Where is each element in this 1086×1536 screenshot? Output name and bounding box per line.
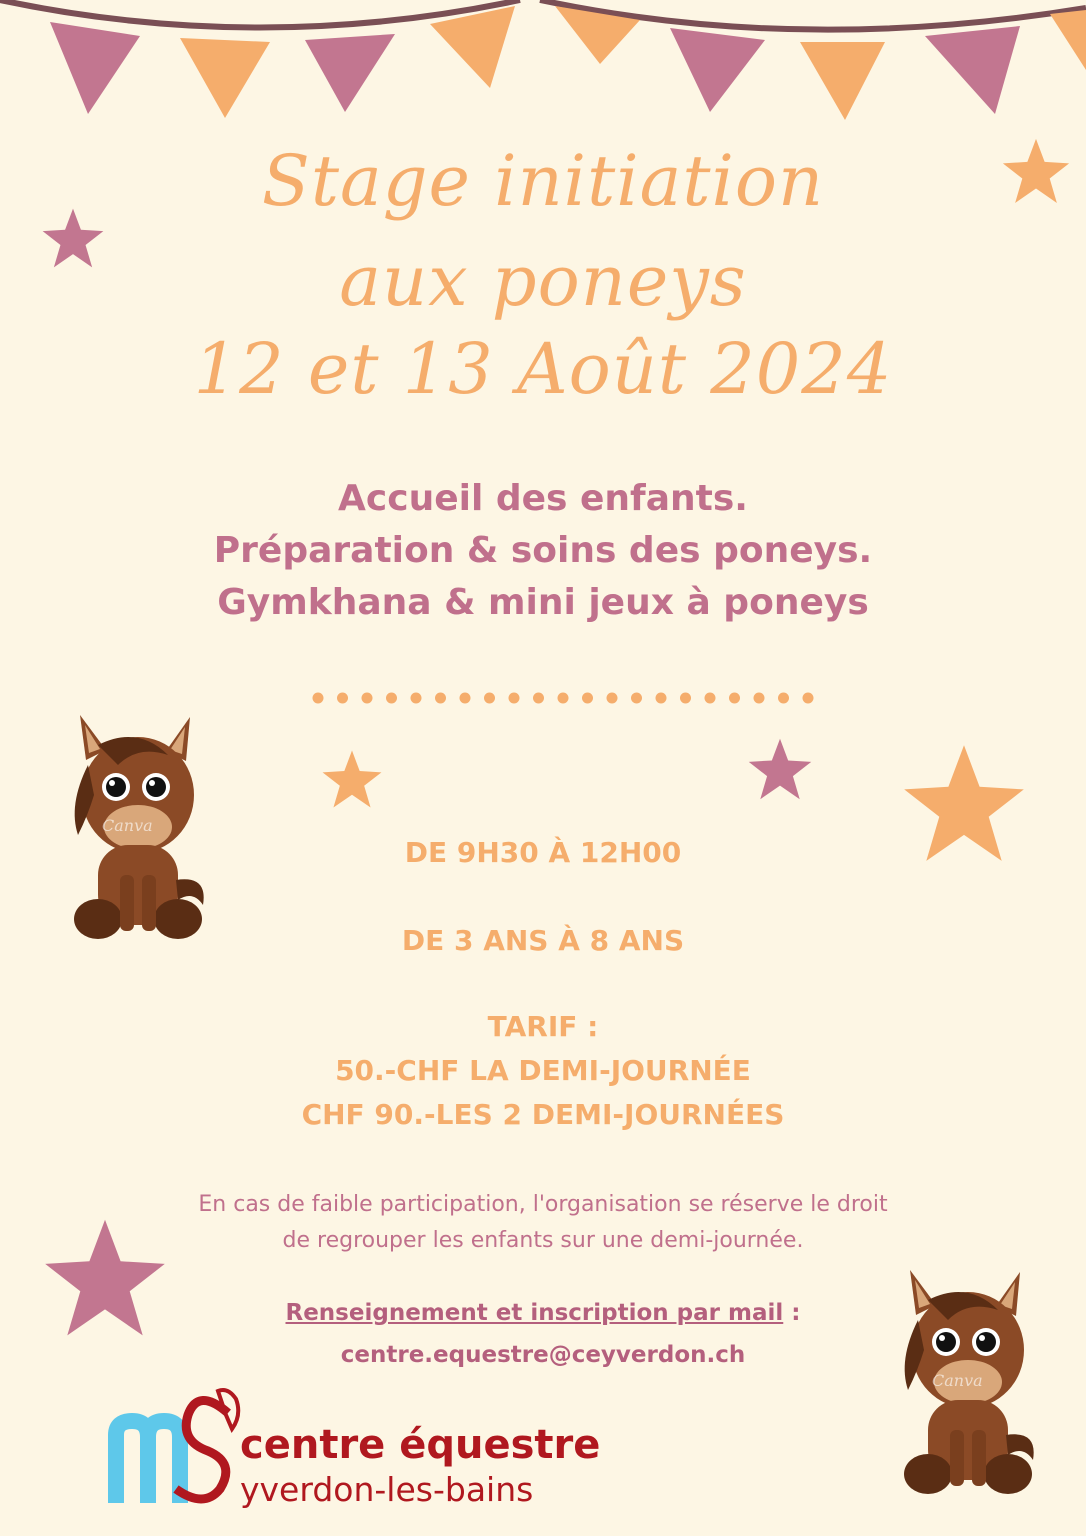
separator-dot [435, 693, 446, 704]
bunting-flag [305, 34, 395, 112]
ages-text: DE 3 ANS À 8 ANS [401, 924, 685, 957]
watermark-text: Canva [102, 816, 153, 835]
hours-text: DE 9H30 À 12H00 [404, 836, 682, 869]
separator-dot [313, 693, 324, 704]
title-line-1: Stage initiation [261, 140, 825, 222]
activity-line-3: Gymkhana & mini jeux à poneys [217, 582, 869, 623]
separator-dot [705, 693, 716, 704]
separator-dot [582, 693, 593, 704]
separator-dot [484, 693, 495, 704]
bunting-flag [180, 38, 270, 118]
pony-cartoon [58, 705, 218, 945]
dotted-separator [300, 688, 820, 708]
activity-line-1: Accueil des enfants. [338, 478, 748, 519]
contact-line [0, 1300, 1086, 1326]
separator-dot [729, 693, 740, 704]
bunting-flag [430, 6, 515, 88]
note-line-2: de regrouper les enfants sur une demi-journée. [282, 1228, 804, 1253]
tarif-half-day: 50.-CHF LA DEMI-JOURNÉE [335, 1054, 751, 1087]
separator-dot [754, 693, 765, 704]
contact-colon: : [783, 1300, 801, 1326]
separator-dot [607, 693, 618, 704]
separator-dot [362, 693, 373, 704]
activity-line-2: Préparation & soins des poneys. [213, 530, 873, 571]
logo-line-2: yverdon-les-bains [240, 1470, 534, 1509]
title-line-3: 12 et 13 Août 2024 [193, 328, 893, 410]
separator-dot [533, 693, 544, 704]
separator-dot [680, 693, 691, 704]
separator-dot [558, 693, 569, 704]
logo-line-1: centre équestre [240, 1422, 601, 1468]
separator-dot [411, 693, 422, 704]
logo-mark [108, 1385, 248, 1510]
star-icon [746, 736, 814, 804]
separator-dot [386, 693, 397, 704]
bunting-flag [925, 26, 1020, 114]
contact-label: Renseignement et inscription par mail [285, 1300, 784, 1326]
separator-dot [656, 693, 667, 704]
tarif-label: TARIF : [487, 1010, 599, 1043]
contact-email[interactable]: centre.equestre@ceyverdon.ch [340, 1342, 746, 1368]
separator-dot [778, 693, 789, 704]
separator-dot [509, 693, 520, 704]
tarif-two-half-days: CHF 90.-LES 2 DEMI-JOURNÉES [301, 1098, 785, 1131]
bunting-flag [670, 28, 765, 112]
pony-cartoon [888, 1260, 1048, 1500]
separator-dot [631, 693, 642, 704]
bunting-flag [1050, 10, 1086, 70]
bunting-flag [800, 42, 885, 120]
separator-dot [803, 693, 814, 704]
title-line-2: aux poneys [339, 240, 747, 322]
note-line-1: En cas de faible participation, l'organisation se réserve le droit [198, 1192, 888, 1217]
separator-dot [460, 693, 471, 704]
bunting-banner [0, 0, 1086, 130]
bunting-flag [50, 22, 140, 114]
watermark-text: Canva [932, 1371, 983, 1390]
star-icon [320, 748, 384, 812]
separator-dot [337, 693, 348, 704]
